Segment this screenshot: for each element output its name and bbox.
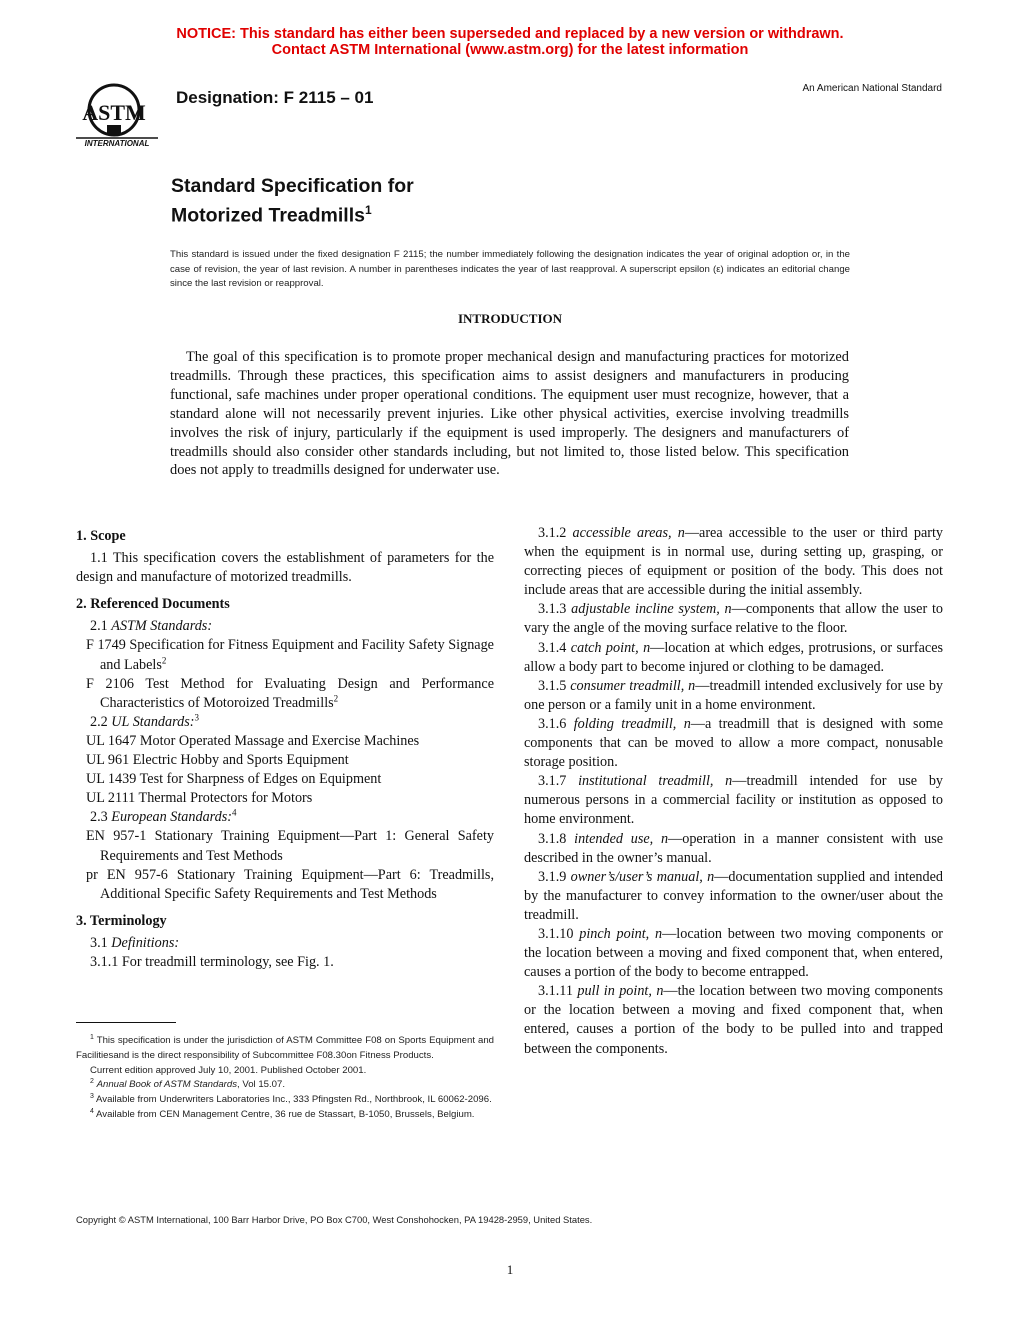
refdocs-astm-heading: 2.1 ASTM Standards: bbox=[90, 618, 213, 635]
term-3-1-5: 3.1.5 consumer treadmill, n—treadmill intended exclusively for use by one person or a family unit in a home environment. bbox=[524, 677, 944, 713]
term-3-1-6: 3.1.6 folding treadmill, n—a treadmill that is designed with some components that can be moved to allow a more compact, nonusable storage position. bbox=[524, 715, 943, 771]
terminology-definitions-heading: 3.1 Definitions: bbox=[90, 934, 180, 951]
refdocs-ul-heading: 2.2 UL Standards:$^3$ bbox=[90, 712, 199, 730]
section-refdocs-heading: 2. Referenced Documents bbox=[76, 596, 230, 613]
footnote-1: $^1$ This specification is under the jurisdiction of ASTM Committee F08 on Sports Equipment and Facilitiesand is the direct responsibility of Subcommittee F08.30on Fitness Products. bbox=[76, 1033, 494, 1061]
document-title bbox=[171, 174, 414, 228]
right-column bbox=[524, 524, 943, 1059]
title-line-2: Motorized Treadmills bbox=[171, 204, 365, 227]
footnote-2: $^2$ Annual Book of ASTM Standards, Vol 15.07. bbox=[90, 1078, 286, 1091]
term-3-1-8: 3.1.8 intended use, n—operation in a manner consistent with use described in the owner’s manual. bbox=[524, 830, 944, 866]
title-footnote-ref[interactable]: 1 bbox=[364, 203, 372, 217]
designation: Designation: F 2115 – 01 bbox=[176, 88, 374, 107]
term-3-1-11: 3.1.11 pull in point, n—the location between two moving components or the location between a moving and fixed component that, when entered, causes a portion of the body to be pulled into and trapped between the components. bbox=[524, 983, 944, 1057]
issued-note: This standard is issued under the fixed designation F 2115; the number immediately following the designation indicates the year of original adoption or, in the case of revision, the year of last revision. A number in parentheses indicates the year of last reapproval. A superscript epsilon (ε) indicates an editorial change since the last revision or reapproval. bbox=[170, 249, 850, 289]
footnote-4: $^4$ Available from CEN Management Centre, 36 rue de Stassart, B-1050, Brussels, Belgium. bbox=[90, 1107, 475, 1120]
refdocs-eu-heading: 2.3 European Standards:$^4$ bbox=[90, 807, 237, 826]
term-3-1-7: 3.1.7 institutional treadmill, n—treadmill intended for use by numerous persons in a commercial facility or institution as opposed to home environment. bbox=[524, 773, 944, 828]
section-scope-heading: 1. Scope bbox=[76, 528, 126, 544]
logo-subtext: INTERNATIONAL bbox=[84, 139, 150, 148]
withdrawal-notice bbox=[0, 26, 1020, 58]
scope-1-1: 1.1 This specification covers the establishment of parameters for the design and manufacture of motorized treadmills. bbox=[76, 550, 494, 586]
section-terminology-heading: 3. Terminology bbox=[76, 912, 167, 929]
left-column bbox=[76, 524, 494, 972]
ref-en957-1: EN 957-1 Stationary Training Equipment—Part 1: General Safety Requirements and Test Methods bbox=[86, 828, 494, 864]
introduction-heading: INTRODUCTION bbox=[457, 311, 562, 326]
national-standard-label: An American National Standard bbox=[802, 83, 942, 94]
copyright-line: Copyright © ASTM International, 100 Barr Harbor Drive, PO Box C700, West Conshohocken, PA 19428-2959, United States. bbox=[76, 1214, 593, 1225]
ref-ul961: UL 961 Electric Hobby and Sports Equipment bbox=[86, 752, 349, 769]
term-3-1-4: 3.1.4 catch point, n—location at which edges, protrusions, or surfaces allow a body part to become injured or clothing to be damaged. bbox=[524, 639, 944, 675]
notice-line-2: Contact ASTM International (www.astm.org) for the latest information bbox=[271, 42, 749, 58]
term-3-1-10: 3.1.10 pinch point, n—location between two moving components or the location between a moving and fixed component that, when entered, causes a portion of the body to become entrapped. bbox=[524, 925, 944, 981]
term-3-1-1: 3.1.1 For treadmill terminology, see Fig. 1. bbox=[90, 953, 334, 970]
term-3-1-9: 3.1.9 owner’s/user’s manual, n—documentation supplied and intended by the manufacturer to convey information to the owner/user about the treadmill. bbox=[524, 868, 944, 923]
ref-f2106: F 2106 Test Method for Evaluating Design and Performance Characteristics of Motoroized Treadmills$^2$ bbox=[86, 675, 494, 711]
ref-ul1647: UL 1647 Motor Operated Massage and Exercise Machines bbox=[86, 732, 420, 749]
astm-logo bbox=[74, 80, 160, 150]
logo-text: ASTM bbox=[82, 100, 146, 125]
footnote-rule bbox=[76, 1022, 176, 1023]
ref-ul2111: UL 2111 Thermal Protectors for Motors bbox=[86, 790, 313, 807]
notice-line-1: NOTICE: This standard has either been superseded and replaced by a new version or withdrawn. bbox=[176, 26, 844, 42]
footnote-1-edition: Current edition approved July 10, 2001. Published October 2001. bbox=[90, 1064, 367, 1076]
term-3-1-2: 3.1.2 accessible areas, n—area accessible to the user or third party when the equipment is in normal use, during setting up, grasping, or correcting pieces of equipment or position of the body. This does not include areas that are accessible during the initial assembly. bbox=[524, 525, 944, 599]
footnote-3: $^3$ Available from Underwriters Laboratories Inc., 333 Pfingsten Rd., Northbrook, IL 60062-2096. bbox=[90, 1093, 492, 1106]
ref-f1749: F 1749 Specification for Fitness Equipment and Facility Safety Signage and Labels$^2$ bbox=[86, 637, 494, 673]
title-line-1: Standard Specification for bbox=[171, 175, 414, 197]
footnotes bbox=[76, 1034, 494, 1123]
page-number: 1 bbox=[506, 1262, 514, 1277]
ref-ul1439: UL 1439 Test for Sharpness of Edges on Equipment bbox=[86, 771, 382, 788]
term-3-1-3: 3.1.3 adjustable incline system, n—components that allow the user to vary the angle of the moving surface relative to the floor. bbox=[524, 601, 943, 637]
introduction-text: The goal of this specification is to promote proper mechanical design and manufacturing practices for motorized treadmills. Through these practices, this specification aims to assist designers and manufacturers in producing functional, safe machines under proper operational conditions. The equipment user must recognize, however, that a standard alone will not necessarily prevent injuries. Like other physical activities, exercise involving treadmills involves the risk of injury, particularly if the equipment is used improperly. The designers and manufacturers of treadmills should also consider other standards including, but not limited to, those listed below. This specification does not apply to treadmills designed for underwater use. bbox=[170, 349, 849, 479]
ref-pren957-6: pr EN 957-6 Stationary Training Equipment—Part 6: Treadmills, Additional Specific Safety Requirements and Test Methods bbox=[86, 866, 494, 902]
